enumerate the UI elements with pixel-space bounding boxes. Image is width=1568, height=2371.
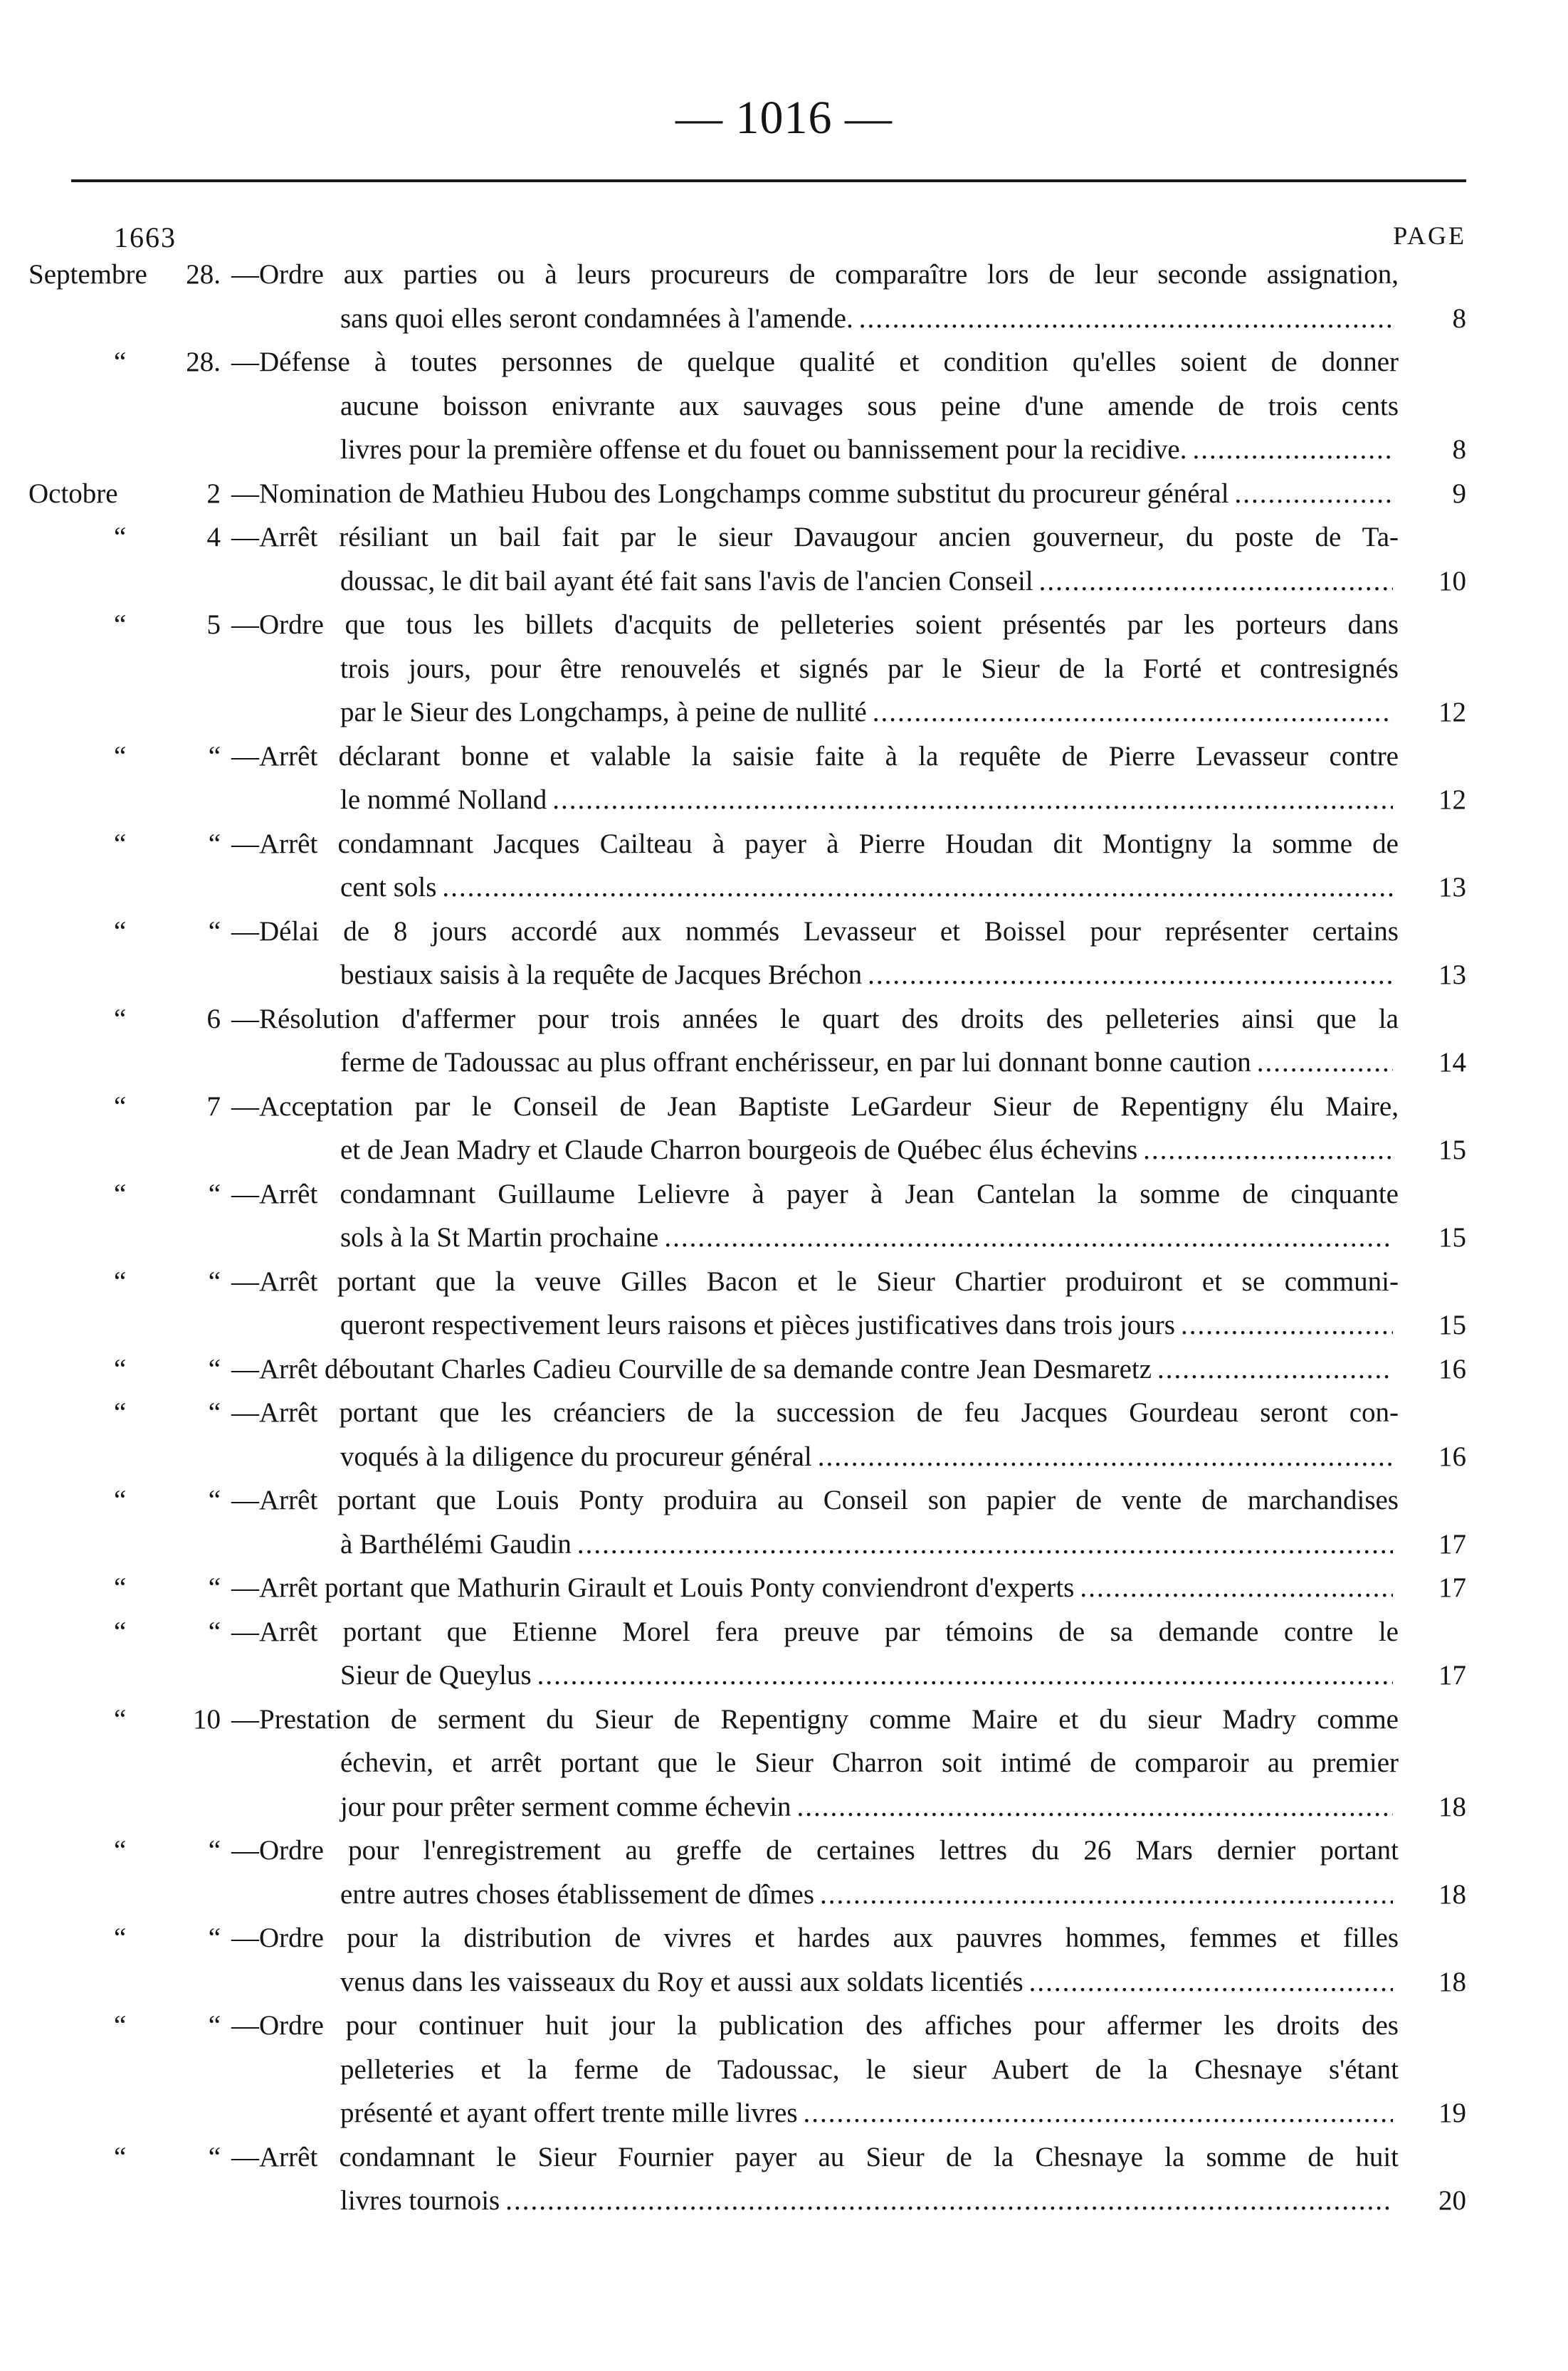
- entry-line: [0, 515, 1568, 559]
- entry-text: queront respectivement leurs raisons et pièces justificatives dans trois jours: [340, 1310, 1175, 1340]
- entry-line: [0, 1391, 1568, 1435]
- entry-page-number: 8: [1452, 434, 1466, 465]
- page-column-heading: PAGE: [1393, 221, 1466, 250]
- entry-line: [0, 1216, 1568, 1260]
- entry-text: bestiaux saisis à la requête de Jacques Bréchon: [340, 960, 863, 990]
- entry-text: —Ordre pour continuer huit jour la publication des affiches pour affermer les droits des: [231, 2010, 1399, 2041]
- dot-leader: [1181, 1303, 1393, 1347]
- entry-text: ferme de Tadoussac au plus offrant enchérisseur, en par lui donnant bonne caution: [340, 1047, 1251, 1078]
- entry-day: “: [208, 1835, 221, 1866]
- entry-line: [0, 1085, 1568, 1129]
- entry-line: [0, 1916, 1568, 1960]
- entry-day: “: [208, 1266, 221, 1297]
- entry-ditto-mark: “: [114, 609, 127, 640]
- entry-page-number: 10: [1438, 565, 1466, 596]
- dot-leader: [804, 2091, 1393, 2135]
- dot-leader: [577, 1523, 1393, 1567]
- dot-leader: [442, 866, 1393, 910]
- index-entry: [0, 603, 1568, 735]
- entry-ditto-mark: “: [114, 1003, 127, 1034]
- entry-line: [0, 2179, 1568, 2223]
- entry-day: “: [208, 2141, 221, 2172]
- entry-ditto-mark: “: [114, 522, 127, 552]
- entry-ditto-mark: “: [114, 1703, 127, 1735]
- entry-line: [0, 1303, 1568, 1347]
- entry-text: —Nomination de Mathieu Hubou des Longchamps comme substitut du procureur général: [231, 478, 1229, 509]
- entry-text: doussac, le dit bail ayant été fait sans l'avis de l'ancien Conseil: [340, 565, 1033, 596]
- index-entry: [0, 1610, 1568, 1698]
- entry-text: —Arrêt résiliant un bail fait par le sieur Davaugour ancien gouverneur, du poste de Ta-: [231, 522, 1399, 552]
- entry-page-number: 9: [1452, 478, 1466, 509]
- entry-line: [0, 953, 1568, 997]
- entry-text: —Ordre pour l'enregistrement au greffe de certaines lettres du 26 Mars dernier portant: [231, 1835, 1399, 1866]
- entry-text: trois jours, pour être renouvelés et signés par le Sieur de la Forté et contresignés: [340, 653, 1399, 684]
- dot-leader: [868, 953, 1393, 997]
- index-entry: [0, 910, 1568, 997]
- entry-line: [0, 559, 1568, 604]
- entry-page-number: 17: [1438, 1572, 1466, 1603]
- entry-ditto-mark: “: [114, 915, 127, 947]
- entry-line: [0, 735, 1568, 779]
- dot-leader: [1080, 1566, 1393, 1610]
- dot-leader: [859, 297, 1393, 341]
- index-entry: [0, 1347, 1568, 1392]
- entry-line: [0, 866, 1568, 910]
- entry-text: —Arrêt portant que Mathurin Girault et Louis Ponty conviendront d'experts: [231, 1572, 1075, 1603]
- entry-page-number: 15: [1438, 1310, 1466, 1340]
- index-entry: [0, 253, 1568, 340]
- entry-day: “: [208, 2010, 221, 2041]
- entry-day: “: [208, 915, 221, 947]
- entry-line: [0, 1873, 1568, 1917]
- dot-leader: [664, 1216, 1393, 1260]
- entry-ditto-mark: “: [114, 1835, 127, 1866]
- entry-text: —Arrêt déclarant bonne et valable la saisie faite à la requête de Pierre Levasseur contre: [231, 740, 1399, 772]
- entry-ditto-mark: “: [114, 828, 127, 859]
- entry-page-number: 17: [1438, 1660, 1466, 1691]
- dot-leader: [873, 690, 1393, 735]
- index-entry: [0, 735, 1568, 822]
- entry-text: cent sols: [340, 872, 437, 903]
- entry-line: [0, 1041, 1568, 1085]
- entry-ditto-mark: “: [114, 1485, 127, 1515]
- dot-leader: [1157, 1347, 1393, 1392]
- dot-leader: [1192, 428, 1393, 472]
- entry-line: [0, 2091, 1568, 2135]
- entry-line: [0, 340, 1568, 384]
- index-entry: [0, 1916, 1568, 2004]
- entry-text: —Défense à toutes personnes de quelque qualité et condition qu'elles soient de donner: [231, 347, 1399, 377]
- entry-ditto-mark: “: [114, 1178, 127, 1209]
- entry-text: entre autres choses établissement de dîmes: [340, 1878, 815, 1910]
- entry-line: [0, 428, 1568, 472]
- entry-line: [0, 1566, 1568, 1610]
- entry-text: —Ordre aux parties ou à leurs procureurs de comparaître lors de leur seconde assignation,: [231, 259, 1399, 290]
- index-entry: [0, 1085, 1568, 1172]
- entry-page-number: 13: [1438, 872, 1466, 903]
- entry-day: “: [208, 828, 221, 859]
- entry-line: [0, 1128, 1568, 1172]
- entry-ditto-mark: “: [114, 1090, 127, 1122]
- entry-day: 5: [206, 609, 221, 640]
- entry-page-number: 17: [1438, 1528, 1466, 1560]
- entry-day: “: [208, 1616, 221, 1647]
- index-entry: [0, 822, 1568, 910]
- entry-page-number: 13: [1438, 960, 1466, 990]
- entry-page-number: 12: [1438, 697, 1466, 727]
- entry-line: [0, 910, 1568, 954]
- entry-text: —Arrêt portant que Louis Ponty produira au Conseil son papier de vente de marchandises: [231, 1485, 1399, 1515]
- entry-page-number: 14: [1438, 1047, 1466, 1078]
- dot-leader: [505, 2179, 1393, 2223]
- entry-line: [0, 1610, 1568, 1654]
- dot-leader: [1257, 1041, 1393, 1085]
- entry-page-number: 18: [1438, 1791, 1466, 1822]
- index-entry: [0, 1698, 1568, 1829]
- entry-text: échevin, et arrêt portant que le Sieur Charron soit intimé de comparoir au premier: [340, 1747, 1399, 1778]
- entry-ditto-mark: “: [114, 2010, 127, 2041]
- entry-day: 4: [206, 522, 221, 552]
- entry-page-number: 15: [1438, 1135, 1466, 1165]
- index-entry: [0, 997, 1568, 1085]
- dot-leader: [552, 778, 1393, 822]
- entry-text: jour pour prêter serment comme échevin: [340, 1791, 791, 1822]
- entry-line: [0, 1347, 1568, 1392]
- entry-text: aucune boisson enivrante aux sauvages sous peine d'une amende de trois cents: [340, 390, 1399, 421]
- entry-text: —Ordre pour la distribution de vivres et hardes aux pauvres hommes, femmes et filles: [231, 1923, 1399, 1953]
- entry-text: à Barthélémi Gaudin: [340, 1528, 572, 1560]
- dot-leader: [537, 1654, 1393, 1698]
- index-entry: [0, 340, 1568, 472]
- entry-line: [0, 1260, 1568, 1304]
- entry-line: [0, 472, 1568, 516]
- entry-day: 28.: [186, 259, 221, 290]
- dot-leader: [1143, 1128, 1393, 1172]
- entry-line: [0, 384, 1568, 429]
- entry-day: “: [208, 1397, 221, 1428]
- entry-day: 6: [206, 1003, 221, 1034]
- entry-day: 2: [206, 478, 221, 509]
- entry-day: “: [208, 1923, 221, 1953]
- entry-text: —Arrêt condamnant le Sieur Fournier payer au Sieur de la Chesnaye la somme de huit: [231, 2141, 1399, 2172]
- index-entry: [0, 2004, 1568, 2135]
- entry-ditto-mark: “: [114, 1266, 127, 1297]
- entry-day: “: [208, 1353, 221, 1384]
- entry-line: [0, 1654, 1568, 1698]
- entry-text: —Arrêt portant que la veuve Gilles Bacon et le Sieur Chartier produiront et se communi-: [231, 1266, 1399, 1297]
- entry-text: —Arrêt portant que Etienne Morel fera preuve par témoins de sa demande contre le: [231, 1616, 1399, 1647]
- entry-line: [0, 1741, 1568, 1785]
- index-entries: [0, 253, 1568, 2223]
- index-entry: [0, 515, 1568, 603]
- entry-ditto-mark: “: [114, 1616, 127, 1647]
- entry-ditto-mark: “: [114, 347, 127, 377]
- header-rule: [71, 179, 1466, 182]
- entry-page-number: 12: [1438, 784, 1466, 815]
- entry-line: [0, 997, 1568, 1041]
- entry-text: —Prestation de serment du Sieur de Repentigny comme Maire et du sieur Madry comme: [231, 1703, 1399, 1735]
- entry-ditto-mark: “: [114, 1572, 127, 1603]
- dot-leader: [818, 1435, 1393, 1479]
- entry-line: [0, 1960, 1568, 2004]
- dot-leader: [1039, 559, 1393, 604]
- entry-line: [0, 778, 1568, 822]
- entry-page-number: 18: [1438, 1878, 1466, 1910]
- entry-day: 7: [206, 1090, 221, 1122]
- entry-line: [0, 1785, 1568, 1829]
- entry-ditto-mark: “: [114, 2141, 127, 2172]
- entry-text: —Arrêt portant que les créanciers de la succession de feu Jacques Gourdeau seront con-: [231, 1397, 1399, 1428]
- entry-text: et de Jean Madry et Claude Charron bourgeois de Québec élus échevins: [340, 1135, 1138, 1165]
- entry-day: “: [208, 1178, 221, 1209]
- entry-text: sans quoi elles seront condamnées à l'amende.: [340, 303, 853, 334]
- entry-month: Octobre: [28, 478, 118, 509]
- index-entry: [0, 1391, 1568, 1478]
- entry-day: 10: [193, 1703, 221, 1735]
- entry-text: livres pour la première offense et du fouet ou bannissement pour la recidive.: [340, 434, 1187, 465]
- entry-text: venus dans les vaisseaux du Roy et aussi aux soldats licentiés: [340, 1966, 1024, 1997]
- entry-day: “: [208, 740, 221, 772]
- entry-line: [0, 1523, 1568, 1567]
- entry-text: —Délai de 8 jours accordé aux nommés Levasseur et Boissel pour représenter certains: [231, 915, 1399, 947]
- entry-line: [0, 2135, 1568, 2180]
- entry-page-number: 20: [1438, 2185, 1466, 2216]
- entry-text: voqués à la diligence du procureur général: [340, 1441, 812, 1472]
- entry-text: —Ordre que tous les billets d'acquits de pelleteries soient présentés par les porteurs dans: [231, 609, 1399, 640]
- entry-page-number: 8: [1452, 303, 1466, 334]
- dot-leader: [820, 1873, 1393, 1917]
- entry-text: le nommé Nolland: [340, 784, 547, 815]
- index-entry: [0, 472, 1568, 516]
- index-entry: [0, 1260, 1568, 1347]
- entry-text: —Arrêt déboutant Charles Cadieu Courville de sa demande contre Jean Desmaretz: [231, 1353, 1152, 1384]
- entry-line: [0, 2004, 1568, 2048]
- dot-leader: [1235, 472, 1393, 516]
- entry-line: [0, 1698, 1568, 1742]
- entry-line: [0, 1829, 1568, 1873]
- entry-line: [0, 297, 1568, 341]
- entry-page-number: 16: [1438, 1353, 1466, 1384]
- entry-line: [0, 647, 1568, 691]
- entry-text: sols à la St Martin prochaine: [340, 1222, 659, 1253]
- entry-day: “: [208, 1485, 221, 1515]
- entry-day: 28.: [186, 347, 221, 377]
- entry-ditto-mark: “: [114, 1353, 127, 1384]
- entry-text: —Acceptation par le Conseil de Jean Baptiste LeGardeur Sieur de Repentigny élu Maire,: [231, 1090, 1399, 1122]
- dot-leader: [1029, 1960, 1393, 2004]
- page-number: — 1016 —: [675, 92, 893, 144]
- entry-text: par le Sieur des Longchamps, à peine de nullité: [340, 697, 867, 727]
- entry-ditto-mark: “: [114, 1923, 127, 1953]
- index-entry: [0, 2135, 1568, 2223]
- entry-line: [0, 603, 1568, 647]
- entry-line: [0, 1435, 1568, 1479]
- entry-line: [0, 1478, 1568, 1523]
- index-entry: [0, 1172, 1568, 1260]
- entry-line: [0, 1172, 1568, 1216]
- entry-line: [0, 822, 1568, 866]
- index-entry: [0, 1566, 1568, 1610]
- entry-text: Sieur de Queylus: [340, 1660, 532, 1691]
- entry-text: —Arrêt condamnant Guillaume Lelievre à payer à Jean Cantelan la somme de cinquante: [231, 1178, 1399, 1209]
- year-heading: 1663: [114, 221, 177, 253]
- entry-page-number: 19: [1438, 2098, 1466, 2128]
- entry-ditto-mark: “: [114, 1397, 127, 1428]
- entry-text: livres tournois: [340, 2185, 500, 2216]
- entry-text: —Arrêt condamnant Jacques Cailteau à payer à Pierre Houdan dit Montigny la somme de: [231, 828, 1399, 859]
- entry-line: [0, 690, 1568, 735]
- entry-line: [0, 2048, 1568, 2092]
- entry-text: présenté et ayant offert trente mille livres: [340, 2098, 798, 2128]
- entry-text: pelleteries et la ferme de Tadoussac, le sieur Aubert de la Chesnaye s'étant: [340, 2054, 1399, 2085]
- entry-line: [0, 253, 1568, 297]
- entry-day: “: [208, 1572, 221, 1603]
- entry-month: Septembre: [28, 259, 147, 290]
- entry-text: —Résolution d'affermer pour trois années le quart des droits des pelleteries ainsi que la: [231, 1003, 1399, 1034]
- entry-page-number: 18: [1438, 1966, 1466, 1997]
- index-entry: [0, 1478, 1568, 1566]
- dot-leader: [797, 1785, 1393, 1829]
- entry-ditto-mark: “: [114, 740, 127, 772]
- index-entry: [0, 1829, 1568, 1916]
- entry-page-number: 16: [1438, 1441, 1466, 1472]
- entry-page-number: 15: [1438, 1222, 1466, 1253]
